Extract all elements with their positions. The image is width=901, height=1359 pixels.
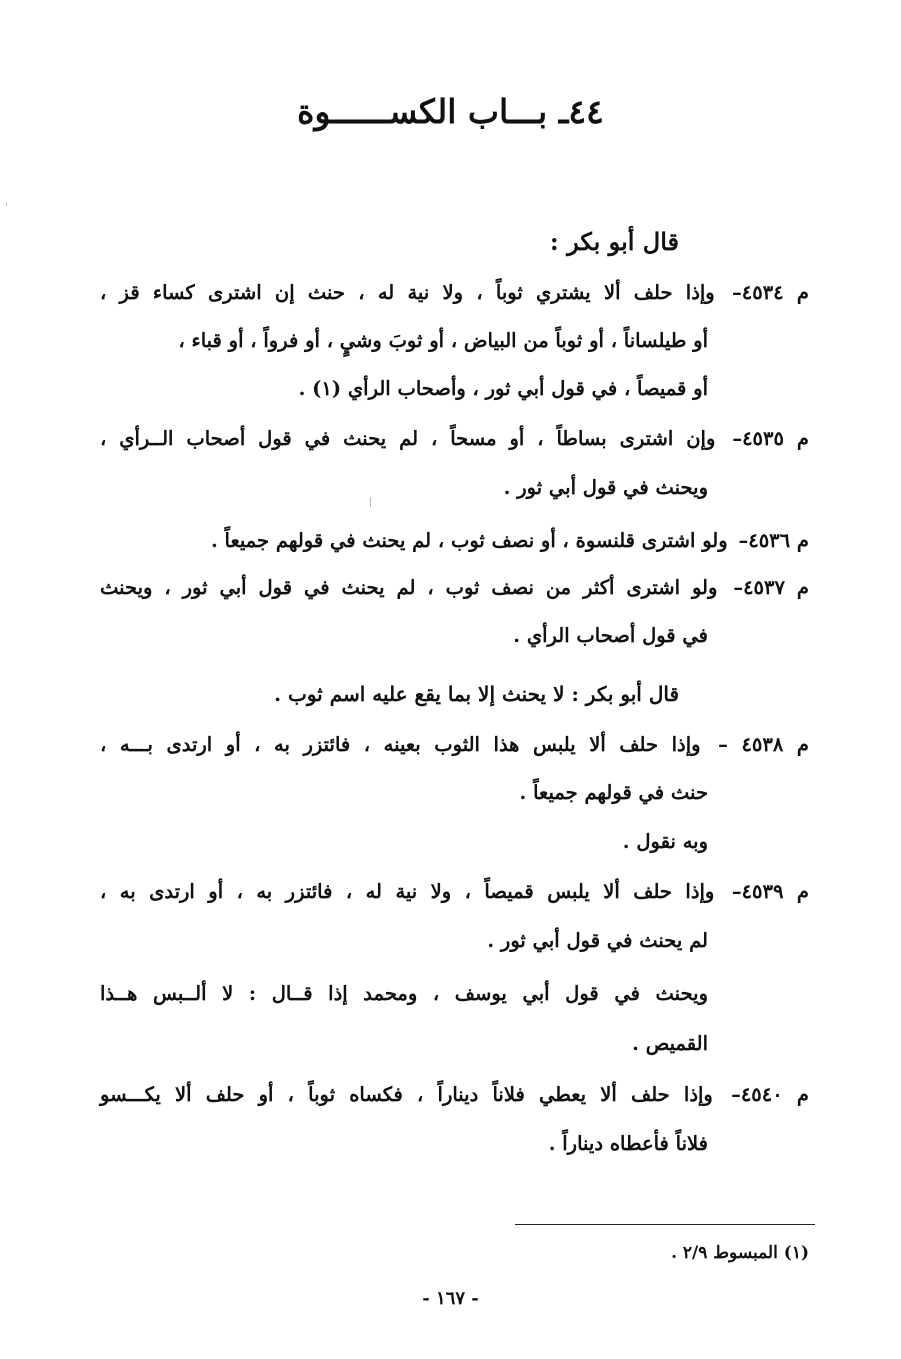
entry-text: وإن اشترى بساطاً ، أو مسحاً ، لم يحنث في قول أصحاب الــرأي ،	[100, 427, 716, 450]
footnote-rule	[515, 1224, 815, 1225]
entry-text: وإذا حلف ألا يلبس قميصاً ، ولا نية له ، فائتزر به ، أو ارتدى به ،	[100, 880, 715, 903]
entry-4537-line-2: في قول أصحاب الرأي .	[513, 624, 708, 647]
scan-speck	[6, 203, 7, 206]
entry-4540-line-1	[100, 1081, 809, 1109]
entry-4539-line-2: لم يحنث في قول أبي ثور .	[487, 929, 708, 952]
entry-4540-line-2: فلاناً فأعطاه ديناراً .	[548, 1132, 708, 1155]
entry-4539-line-1	[100, 878, 809, 906]
page-number: - ١٦٧ -	[422, 1288, 479, 1309]
entry-4534-line-3: أو قميصاً ، في قول أبي ثور ، وأصحاب الرأي (١) .	[298, 377, 708, 400]
entry-text: ولو اشترى قلنسوة ، أو نصف ثوب ، لم يحنث في قولهم جميعاً .	[210, 529, 728, 552]
section-heading: قال أبو بكر :	[549, 227, 679, 256]
entry-4536-line-1	[211, 527, 809, 555]
entry-number: م ٤٥٣٦–	[738, 529, 809, 552]
entry-4538-line-2: حنث في قولهم جميعاً .	[519, 781, 708, 804]
entry-4537-line-1	[100, 574, 809, 602]
entry-number: م ٤٥٣٥–	[732, 427, 809, 450]
entry-text: وإذا حلف ألا يعطي فلاناً ديناراً ، فكساه ثوباً ، أو حلف ألا يكـــسو	[100, 1083, 713, 1106]
entry-4535-line-1	[100, 425, 809, 453]
entry-text: وإذا حلف ألا يلبس هذا الثوب بعينه ، فائتزر به ، أو ارتدى بـــه ،	[100, 733, 701, 756]
section-heading-2: قال أبو بكر : لا يحنث إلا بما يقع عليه اسم ثوب .	[274, 682, 679, 706]
entry-number: م ٤٥٣٧–	[733, 576, 809, 599]
paragraph-yusuf-line-1: ويحنث في قول أبي يوسف ، ومحمد إذا قــال : لا ألــبس هــذا	[100, 982, 708, 1005]
note-line: وبه نقول .	[622, 830, 708, 853]
entry-text: وإذا حلف ألا يشتري ثوباً ، ولا نية له ، حنث إن اشترى كساء قز ،	[100, 281, 715, 304]
entry-number: م ٤٥٣٨ –	[718, 733, 809, 756]
scan-speck	[370, 497, 371, 507]
entry-4538-line-1	[100, 731, 809, 759]
entry-number: م ٤٥٣٤–	[732, 281, 809, 304]
paragraph-yusuf-line-2: القميص .	[632, 1032, 708, 1055]
entry-number: م ٤٥٤٠–	[731, 1083, 809, 1106]
entry-4534-line-1	[100, 279, 809, 307]
entry-text: ولو اشترى أكثر من نصف ثوب ، لم يحنث في قول أبي ثور ، ويحنث	[100, 576, 718, 599]
entry-number: م ٤٥٣٩–	[731, 880, 809, 903]
footnote: (١) المبسوط ٢/٩ .	[671, 1243, 809, 1263]
entry-4535-line-2: ويحنث في قول أبي ثور .	[503, 476, 708, 499]
chapter-title: ٤٤ـ بـــاب الكســــــوة	[297, 92, 604, 131]
entry-4534-line-2: أو طيلساناً ، أو ثوباً من البياض ، أو ثوبَ وشيٍ ، أو فرواً ، أو قباء ،	[178, 329, 708, 352]
